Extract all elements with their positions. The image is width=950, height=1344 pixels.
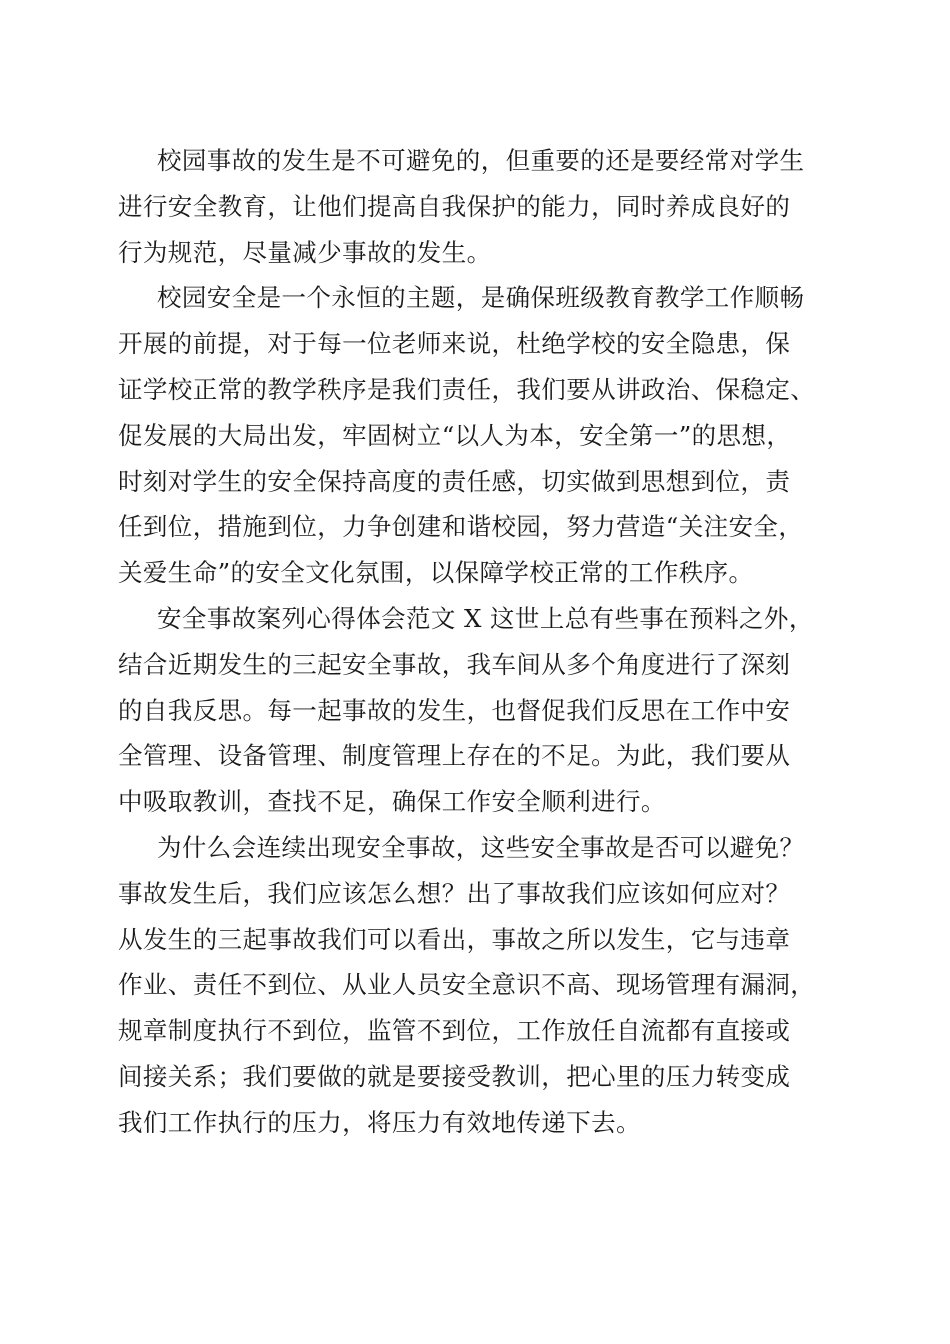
text-line: 为什么会连续出现安全事故，这些安全事故是否可以避免？ <box>157 832 805 862</box>
text-line: 结合近期发生的三起安全事故，我车间从多个角度进行了深刻 <box>118 649 791 679</box>
text-line: 进行安全教育，让他们提高自我保护的能力，同时养成良好的 <box>118 191 791 221</box>
text-line: 校园事故的发生是不可避免的，但重要的还是要经常对学生 <box>157 146 805 175</box>
text-line: 作业、责任不到位、从业人员安全意识不高、现场管理有漏洞， <box>118 970 816 1000</box>
text-line: 关爱生命”的安全文化氛围，以保障学校正常的工作秩序。 <box>118 558 754 588</box>
text-line: 校园安全是一个永恒的主题，是确保班级教育教学工作顺畅 <box>157 283 805 313</box>
paragraph-2 <box>118 275 838 596</box>
document-body <box>118 138 838 1146</box>
text-line: 安全事故案列心得体会范文 X 这世上总有些事在预料之外， <box>157 603 814 633</box>
text-line: 从发生的三起事故我们可以看出，事故之所以发生，它与违章 <box>118 924 791 954</box>
text-line: 全管理、设备管理、制度管理上存在的不足。为此，我们要从 <box>118 741 791 771</box>
text-line: 我们工作执行的压力，将压力有效地传递下去。 <box>118 1107 641 1137</box>
text-line: 中吸取教训，查找不足，确保工作安全顺利进行。 <box>118 787 666 817</box>
text-line: 事故发生后，我们应该怎么想？出了事故我们应该如何应对？ <box>118 878 791 908</box>
text-line: 规章制度执行不到位，监管不到位，工作放任自流都有直接或 <box>118 1016 791 1046</box>
text-line: 任到位，措施到位，力争创建和谐校园，努力营造“关注安全， <box>118 512 804 542</box>
paragraph-3 <box>118 596 838 825</box>
text-line: 间接关系；我们要做的就是要接受教训，把心里的压力转变成 <box>118 1061 791 1091</box>
text-line: 开展的前提，对于每一位老师来说，杜绝学校的安全隐患，保 <box>118 329 791 359</box>
text-line: 时刻对学生的安全保持高度的责任感，切实做到思想到位，责 <box>118 466 791 496</box>
paragraph-1 <box>118 138 838 275</box>
text-line: 的自我反思。每一起事故的发生，也督促我们反思在工作中安 <box>118 695 791 725</box>
text-line: 行为规范，尽量减少事故的发生。 <box>118 237 492 267</box>
text-line: 促发展的大局出发，牢固树立“以人为本，安全第一”的思想， <box>118 420 792 450</box>
text-line: 证学校正常的教学秩序是我们责任，我们要从讲政治、保稳定、 <box>118 374 816 404</box>
paragraph-4 <box>118 825 838 1146</box>
